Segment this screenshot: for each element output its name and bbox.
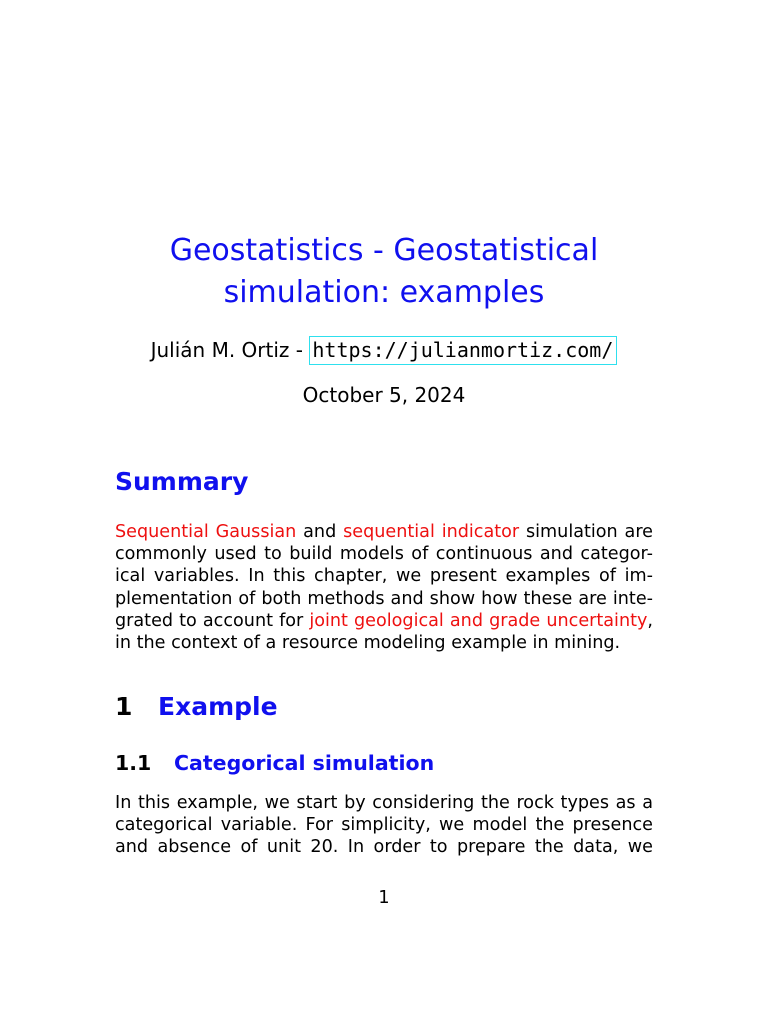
- summary-text-comma: ,: [647, 610, 653, 631]
- document-title: [0, 230, 768, 314]
- title-line-2: simulation: examples: [223, 275, 545, 310]
- summary-line-3: ical variables. In this chapter, we present examples of im-: [115, 566, 653, 587]
- sequential-indicator-link[interactable]: sequential indicator: [343, 522, 520, 542]
- summary-line-6: in the context of a resource modeling example in mining.: [115, 633, 621, 654]
- example-line-2: categorical variable. For simplicity, we model the presence: [115, 815, 653, 836]
- summary-line-5: [115, 610, 653, 632]
- section-title: Example: [158, 692, 278, 721]
- section-1-heading: [115, 690, 278, 724]
- section-number: 1: [115, 692, 133, 721]
- example-paragraph: [115, 792, 653, 859]
- summary-heading: Summary: [115, 467, 249, 496]
- summary-line-1: [115, 521, 653, 543]
- summary-paragraph: [115, 521, 653, 654]
- summary-text-and: and: [296, 522, 344, 542]
- subsection-number: 1.1: [115, 751, 152, 775]
- author-line: [0, 336, 768, 364]
- summary-line-4: plementation of both methods and show how these are inte-: [115, 588, 653, 609]
- document-date: October 5, 2024: [302, 383, 466, 407]
- page-number: 1: [378, 888, 390, 908]
- joint-uncertainty-link[interactable]: joint geological and grade uncertainty: [309, 610, 648, 631]
- author-url-link[interactable]: https://julianmortiz.com/: [309, 336, 617, 365]
- example-line-1: In this example, we start by considering the rock types as a: [115, 793, 653, 813]
- example-line-3: and absence of unit 20. In order to prepare the data, we: [115, 837, 653, 858]
- title-line-1: Geostatistics - Geostatistical: [169, 233, 599, 268]
- summary-line-2: commonly used to build models of continuous and categor-: [115, 544, 653, 565]
- subsection-title: Categorical simulation: [174, 751, 435, 775]
- author-name: Julián M. Ortiz -: [150, 338, 310, 362]
- sequential-gaussian-link[interactable]: Sequential Gaussian: [115, 522, 297, 542]
- summary-text-grated: grated to account for: [115, 610, 310, 631]
- subsection-1-1-heading: [115, 749, 434, 777]
- summary-text-simulation: simulation are: [519, 522, 653, 542]
